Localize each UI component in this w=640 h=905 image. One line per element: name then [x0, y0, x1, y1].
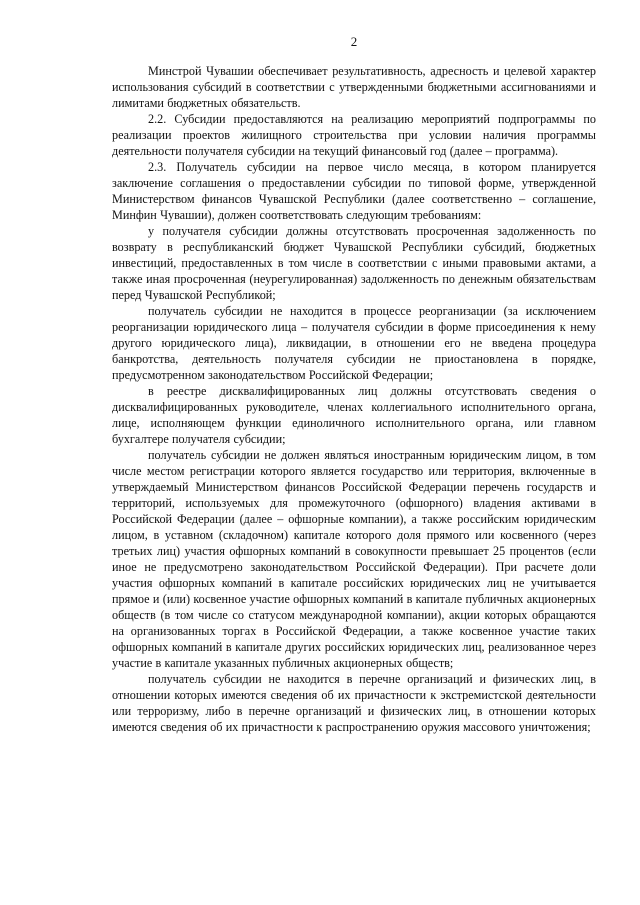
paragraph-no-overdue-debt: у получателя субсидии должны отсутствовать просроченная задолженность по возврату в республиканский бюджет Чувашской Республики субсидий, бюджетных инвестиций, предоставленных в том числе в соответствии с иными правовыми актами, а также иная просроченная (неурегулированная) задолженность по денежным обязательствам перед Чувашской Республикой;: [112, 224, 596, 302]
page-number: 2: [350, 34, 358, 49]
document-page: [112, 34, 596, 735]
paragraph-no-reorganization: получатель субсидии не находится в процессе реорганизации (за исключением реорганизации юридического лица – получателя субсидии в форме присоединения к нему другого юридического лица), ликвидации, в отношении его не введена процедура банкротства, деятельность получателя субсидии не приостановлена в порядке, предусмотренном законодательством Российской Федерации;: [112, 304, 596, 382]
paragraph-not-foreign-entity: получатель субсидии не должен являться иностранным юридическим лицом, в том числе местом регистрации которого является государство или территория, включенные в утверждаемый Министерством финансов Российской Федерации перечень государств и территорий, используемых для промежуточного (офшорного) владения активами в Российской Федерации (далее – офшорные компании), а также российским юридическим лицом, в уставном (складочном) капитале которого доля прямого или косвенного (через третьих лиц) участия офшорных компаний в совокупности превышает 25 процентов (если иное не предусмотрено законодательством Российской Федерации). При расчете доли участия офшорных компаний в капитале российских юридических лиц не учитывается прямое и (или) косвенное участие офшорных компаний в капитале публичных акционерных обществ (в том числе со статусом международной компании), акции которых обращаются на организованных торгах в Российской Федерации, а также косвенное участие таких офшорных компаний в капитале других российских юридических лиц, реализованное через участие в капитале указанных публичных акционерных обществ;: [112, 448, 596, 670]
paragraph-ministry-responsibility: Минстрой Чувашии обеспечивает результативность, адресность и целевой характер использования субсидий в соответствии с утвержденными бюджетными ассигнованиями и лимитами бюджетных обязательств.: [112, 64, 596, 110]
paragraph-2-2: 2.2. Субсидии предоставляются на реализацию мероприятий подпрограммы по реализации проектов жилищного строительства при условии наличия программы деятельности получателя субсидии на текущий финансовый год (далее – программа).: [112, 112, 596, 158]
paragraph-not-in-extremism-list: получатель субсидии не находится в перечне организаций и физических лиц, в отношении которых имеются сведения об их причастности к экстремистской деятельности или терроризму, либо в перечне организаций и физических лиц, в отношении которых имеются сведения об их причастности к распространению оружия массового уничтожения;: [112, 672, 596, 734]
paragraph-2-3: 2.3. Получатель субсидии на первое число месяца, в котором планируется заключение соглашения о предоставлении субсидии по типовой форме, утвержденной Министерством финансов Чувашской Республики (далее соответственно – соглашение, Минфин Чувашии), должен соответствовать следующим требованиям:: [112, 160, 596, 222]
paragraph-disqualified-registry: в реестре дисквалифицированных лиц должны отсутствовать сведения о дисквалифицированных руководителе, членах коллегиального исполнительного органа, лице, исполняющем функции единоличного исполнительного органа, или главном бухгалтере получателя субсидии;: [112, 384, 596, 446]
